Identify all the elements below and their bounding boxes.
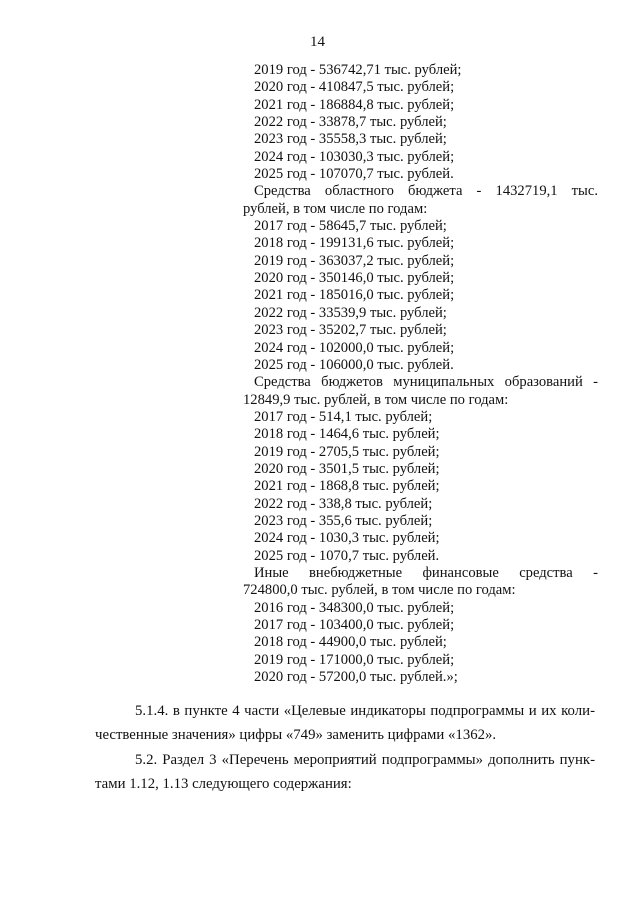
year-line: 2016 год - 348300,0 тыс. рублей; [254, 599, 455, 616]
year-line: 2023 год - 35202,7 тыс. рублей; [254, 322, 447, 339]
year-line: 2024 год - 102000,0 тыс. рублей; [254, 339, 455, 356]
paragraph-5-2 [95, 752, 595, 792]
year-line: 2017 год - 514,1 тыс. рублей; [254, 408, 433, 425]
paragraph-5-1-4 [95, 703, 595, 743]
year-line: 2021 год - 186884,8 тыс. рублей; [254, 96, 455, 113]
year-line: 2025 год - 107070,7 тыс. рублей. [254, 166, 454, 183]
year-line: 2024 год - 103030,3 тыс. рублей; [254, 148, 455, 165]
extrabudget-heading-cont: 724800,0 тыс. рублей, в том числе по годам: [243, 582, 516, 599]
year-line: 2020 год - 57200,0 тыс. рублей.»; [254, 669, 458, 686]
year-line: 2020 год - 410847,5 тыс. рублей; [254, 79, 455, 96]
year-line: 2020 год - 350146,0 тыс. рублей; [254, 270, 455, 287]
year-line: 2019 год - 2705,5 тыс. рублей; [254, 443, 440, 460]
page-number: 14 [310, 34, 325, 50]
federal-years-list [243, 62, 598, 183]
year-line: 2023 год - 355,6 тыс. рублей; [254, 512, 433, 529]
year-line: 2019 год - 536742,71 тыс. рублей; [254, 62, 462, 78]
year-line: 2025 год - 1070,7 тыс. рублей. [254, 547, 440, 564]
paragraph-5-2-line1: 5.2. Раздел 3 «Перечень мероприятий подпрограммы» дополнить пунк- [135, 752, 595, 768]
year-line: 2024 год - 1030,3 тыс. рублей; [254, 530, 440, 547]
year-line: 2022 год - 33539,9 тыс. рублей; [254, 304, 447, 321]
year-line: 2018 год - 199131,6 тыс. рублей; [254, 235, 455, 252]
regional-years-list [243, 218, 598, 374]
year-line: 2020 год - 3501,5 тыс. рублей; [254, 460, 440, 477]
extrabudget-heading: Иные внебюджетные финансовые средства - [254, 564, 598, 581]
year-line: 2025 год - 106000,0 тыс. рублей. [254, 356, 454, 373]
year-line: 2017 год - 103400,0 тыс. рублей; [254, 617, 455, 633]
year-line: 2022 год - 338,8 тыс. рублей; [254, 495, 433, 512]
year-line: 2019 год - 363037,2 тыс. рублей; [254, 252, 455, 269]
year-line: 2021 год - 1868,8 тыс. рублей; [254, 478, 440, 495]
paragraph-5-2-line2: тами 1.12, 1.13 следующего содержания: [95, 776, 352, 792]
year-line: 2023 год - 35558,3 тыс. рублей; [254, 131, 447, 148]
regional-heading: Средства областного бюджета - 1432719,1 тыс. [254, 183, 598, 200]
year-line: 2021 год - 185016,0 тыс. рублей; [254, 287, 455, 304]
year-line: 2017 год - 58645,7 тыс. рублей; [254, 218, 447, 235]
financing-block [243, 62, 598, 686]
regional-heading-cont: рублей, в том числе по годам: [243, 200, 428, 217]
year-line: 2018 год - 1464,6 тыс. рублей; [254, 426, 440, 443]
year-line: 2019 год - 171000,0 тыс. рублей; [254, 651, 455, 668]
paragraph-5-1-4-line1: 5.1.4. в пункте 4 части «Целевые индикаторы подпрограммы и их коли- [135, 703, 595, 719]
municipal-heading: Средства бюджетов муниципальных образований - [254, 374, 598, 391]
extrabudget-years-list [243, 600, 598, 687]
municipal-years-list [243, 409, 598, 565]
paragraph-5-1-4-line2: чественные значения» цифры «749» заменить цифрами «1362». [95, 727, 497, 743]
year-line: 2022 год - 33878,7 тыс. рублей; [254, 114, 447, 131]
municipal-heading-cont: 12849,9 тыс. рублей, в том числе по годам: [243, 391, 509, 408]
year-line: 2018 год - 44900,0 тыс. рублей; [254, 634, 447, 651]
